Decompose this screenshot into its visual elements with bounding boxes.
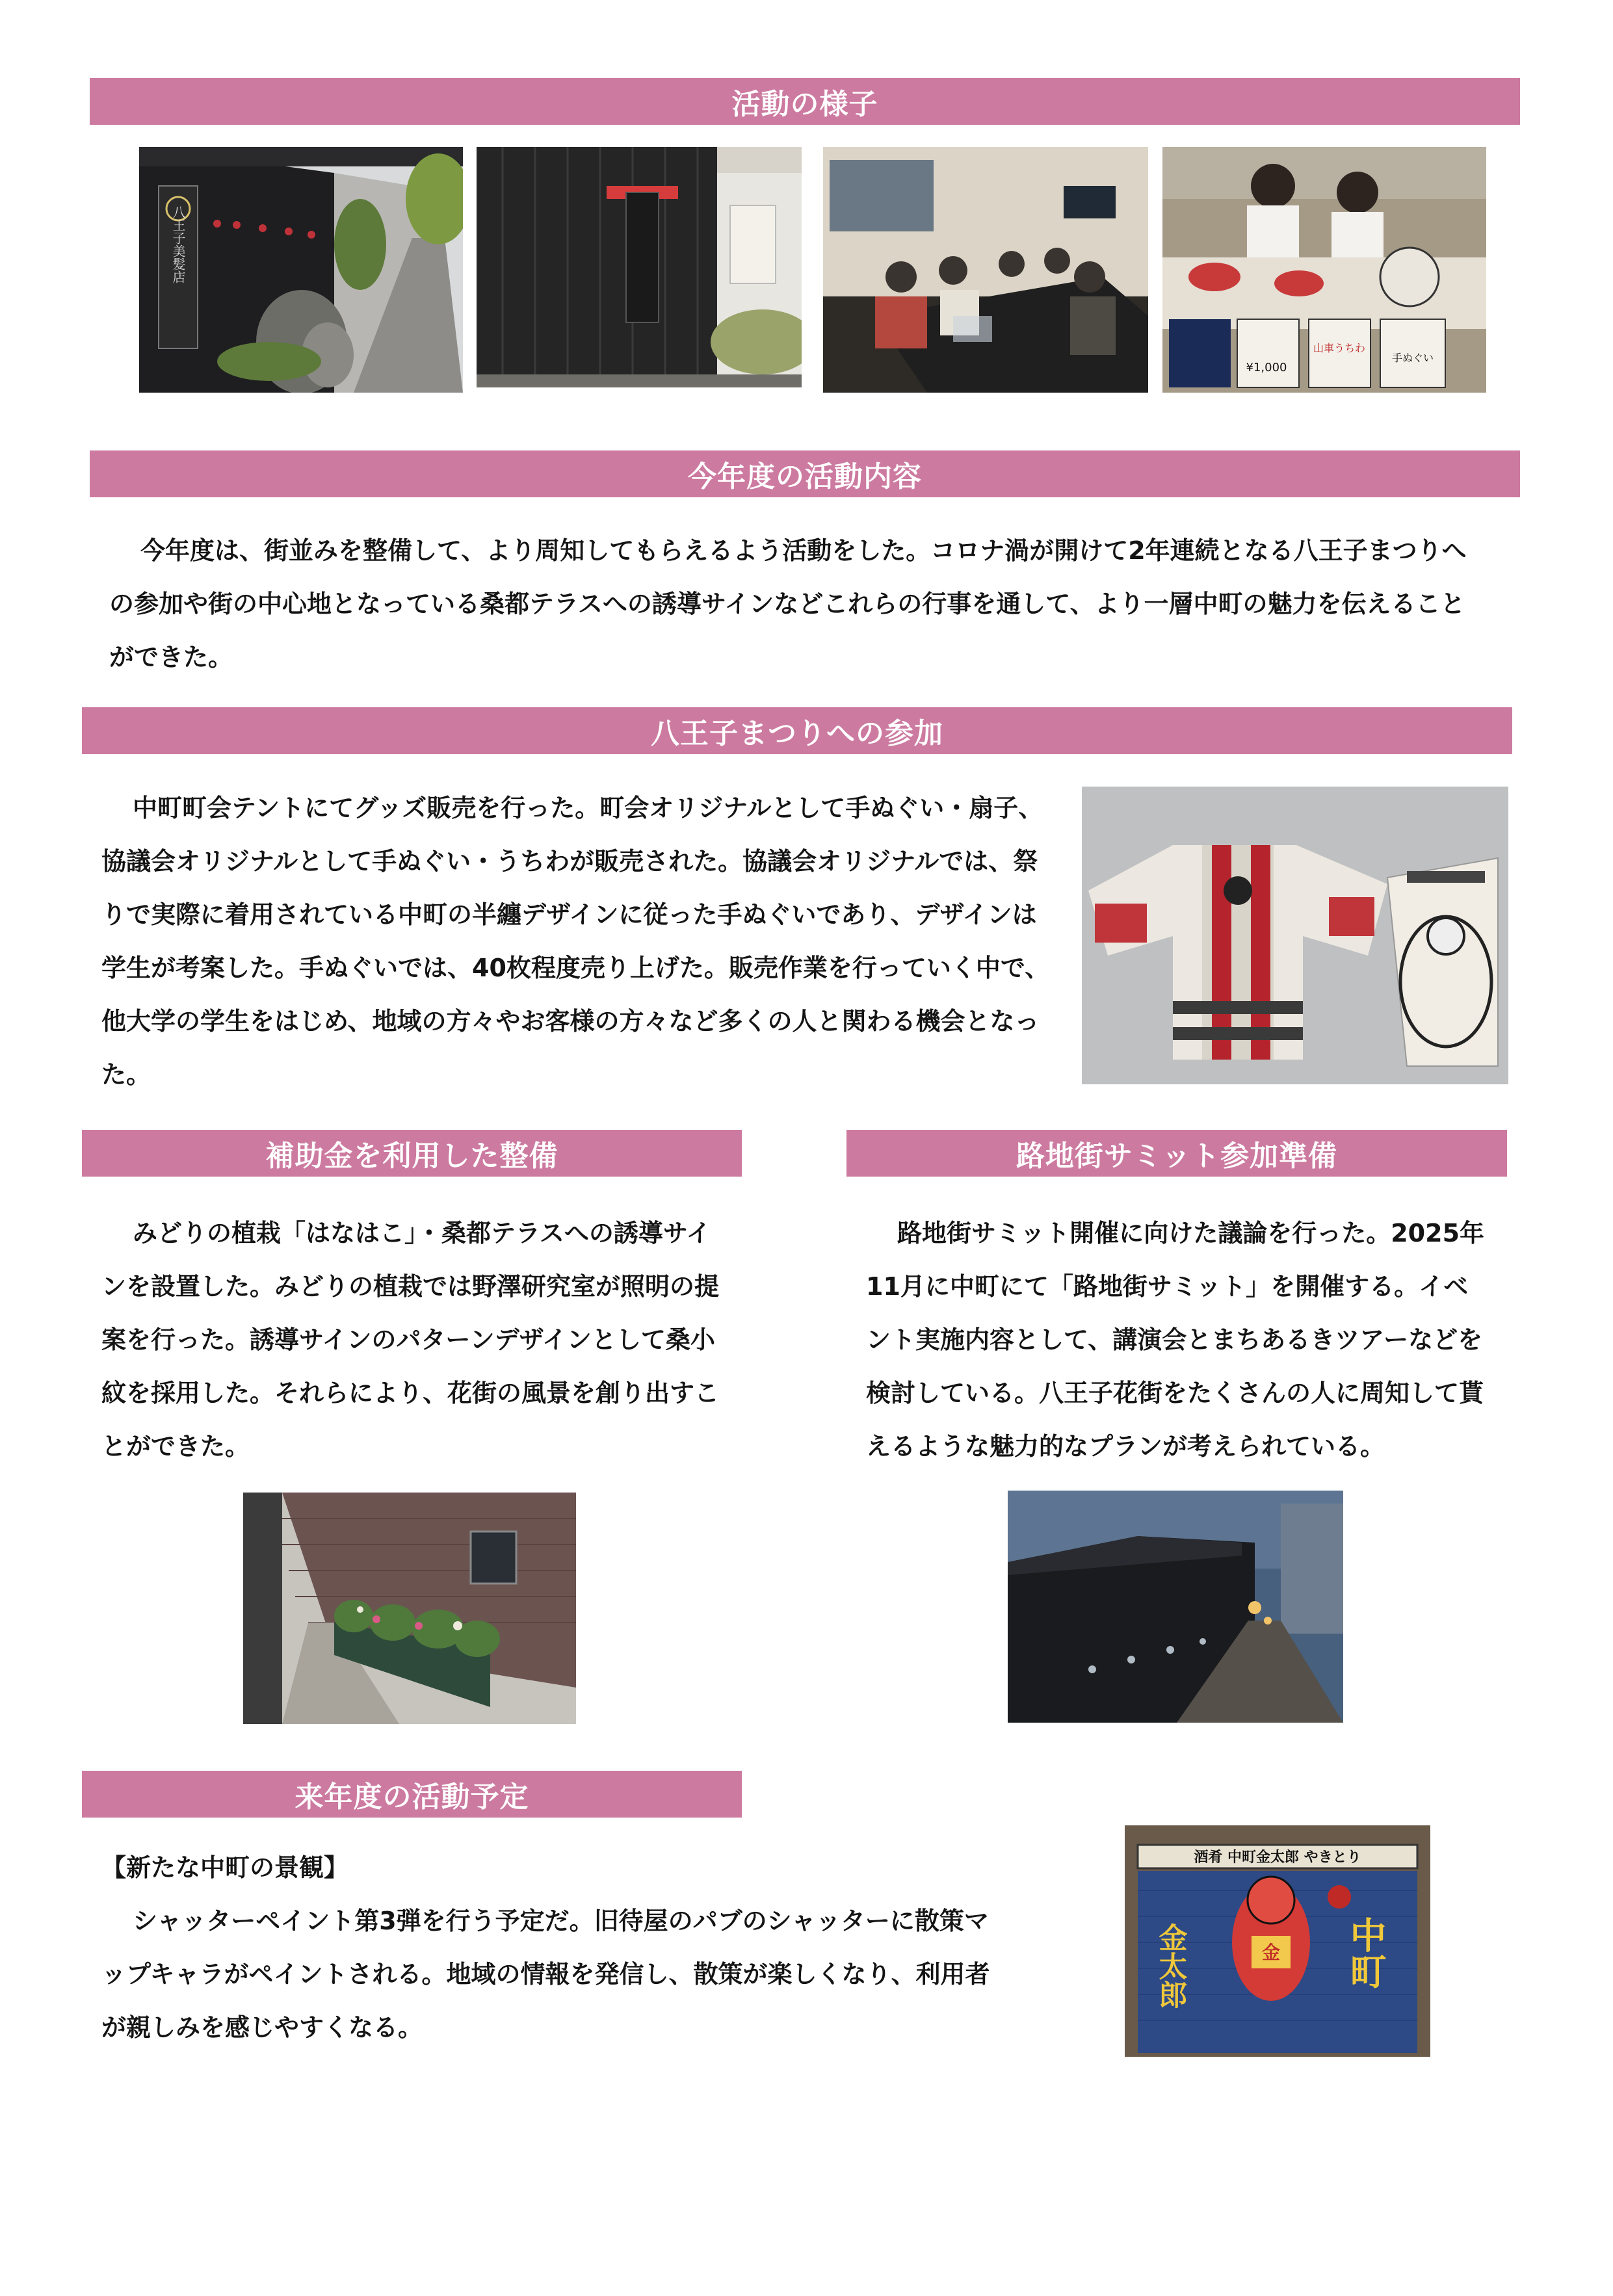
- section-header-matsuri: 八王子まつりへの参加: [82, 707, 1512, 754]
- subsidy-body: みどりの植栽「はなはこ」・桑都テラスへの誘導サインを設置した。みどりの植栽では野澤研究室が照明の提案を行った。誘導サインのパターンデザインとして桑小紋を採用した。それらにより、花街の風景を創り出すことができた。: [101, 1219, 720, 1461]
- photo-night-alley: [1008, 1491, 1343, 1723]
- shutter-kin-text: 金: [1261, 1942, 1281, 1963]
- matsuri-body: 中町町会テントにてグッズ販売を行った。町会オリジナルとして手ぬぐい・扇子、協議会オリジナルとして手ぬぐい・うちわが販売された。協議会オリジナルでは、祭りで実際に着用されている中町の半纏デザインに従った手ぬぐいであり、デザインは学生が考案した。手ぬぐいでは、40枚程度売り上げた。販売作業を行っていく中で、他大学の学生をはじめ、地域の方々やお客様の方々など多くの人と関わる機会となった。: [101, 794, 1050, 1089]
- section-header-subsidy: 補助金を利用した整備: [82, 1130, 742, 1177]
- section-header-this-year: 今年度の活動内容: [90, 450, 1520, 497]
- goods-price-label: ¥1,000: [1246, 361, 1287, 374]
- goods-uchiwa-label: 山車うちわ: [1313, 342, 1366, 354]
- section-header-summit: 路地街サミット参加準備: [846, 1130, 1507, 1177]
- summit-body: 路地街サミット開催に向けた議論を行った。2025年11月に中町にて「路地街サミット」を開催する。イベント実施内容として、講演会とまちあるきツアーなどを検討している。八王子花街をたくさんの人に周知して貰えるような魅力的なプランが考えられている。: [866, 1219, 1485, 1461]
- section-header-activity-scene: 活動の様子: [90, 78, 1520, 125]
- next-year-subheading: 【新たな中町の景観】: [101, 1853, 349, 1882]
- shutter-nakamachi-text: 中町: [1344, 1916, 1387, 1989]
- this-year-body: 今年度は、街並みを整備して、より周知してもらえるよう活動をした。コロナ渦が開けて2年連続となる八王子まつりへの参加や街の中心地となっている桑都テラスへの誘導サインなどこれらの行事を通して、より一層中町の魅力を伝えることができた。: [109, 536, 1467, 672]
- photo-students-meeting: [823, 147, 1148, 393]
- shutter-top-sign: 酒肴 中町金太郎 やきとり: [1194, 1849, 1361, 1866]
- photo-street-wall: [139, 147, 463, 393]
- shutter-kintaro-text: 金太郎: [1153, 1923, 1187, 2009]
- next-year-body: シャッターペイント第3弾を行う予定だ。旧待屋のパブのシャッターに散策マップキャラがペイントされる。地域の情報を発信し、散策が楽しくなり、利用者が親しみを感じやすくなる。: [101, 1907, 990, 2042]
- goods-tenugui-label: 手ぬぐい: [1391, 352, 1434, 364]
- photo-planter: [243, 1493, 576, 1724]
- photo-tenugui: [1082, 787, 1508, 1084]
- section-header-next-year: 来年度の活動予定: [82, 1771, 742, 1818]
- shop-sign-text: 八王子美髪店: [170, 205, 186, 283]
- photo-goods-sale: [1162, 147, 1486, 393]
- photo-dark-building: [477, 147, 802, 387]
- photo-shutter-paint: [1125, 1825, 1430, 2057]
